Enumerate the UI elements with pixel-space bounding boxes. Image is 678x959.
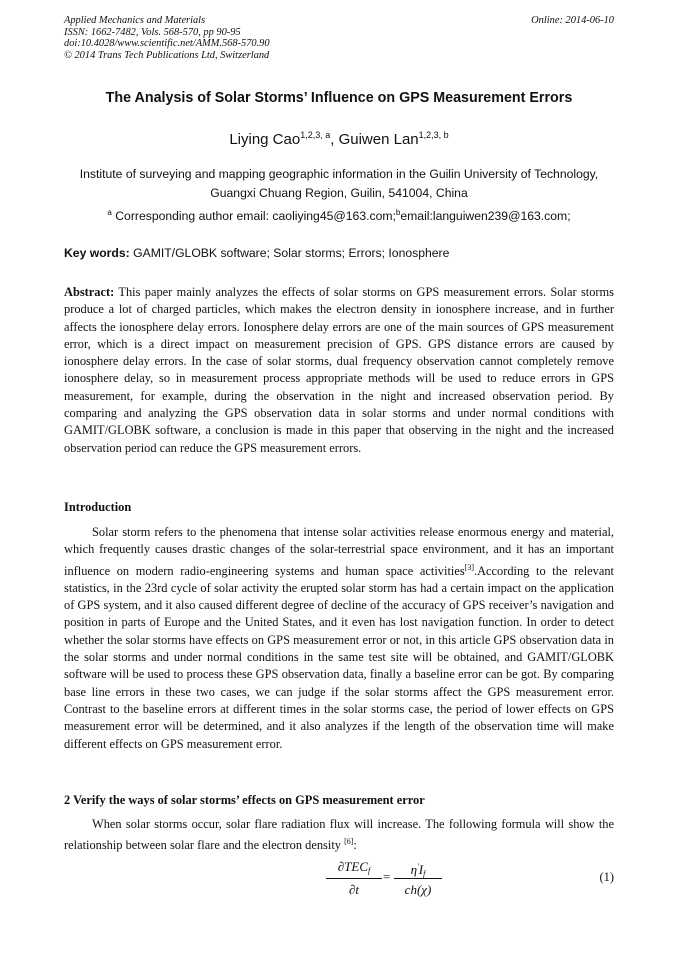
author-2-affiliation-marks: 1,2,3, b bbox=[418, 130, 449, 140]
abstract-label: Abstract: bbox=[64, 285, 115, 299]
affiliation-line-1: Institute of surveying and mapping geographic information in the Guilin University of Technology, bbox=[79, 167, 599, 181]
paper-title: The Analysis of Solar Storms’ Influence on GPS Measurement Errors bbox=[105, 90, 573, 106]
intro-text-part-1: Solar storm refers to the phenomena that intense solar activities release enormous energy and material, which frequently causes drastic changes of the solar-terrestrial space environment, and it has an important influence on modern radio-engineering systems and human space activities bbox=[64, 525, 614, 578]
equation-rhs-numerator: $\eta'I_f$ bbox=[410, 862, 426, 878]
author-1-affiliation-marks: 1,2,3, a bbox=[300, 130, 331, 140]
abstract bbox=[64, 284, 614, 457]
introduction-paragraph bbox=[64, 524, 614, 753]
keywords-label: Key words: bbox=[64, 246, 130, 260]
section-2-paragraph bbox=[64, 816, 614, 855]
corr-mark-b: b bbox=[395, 208, 401, 217]
keywords-text: GAMIT/GLOBK software; Solar storms; Errors; Ionosphere bbox=[129, 246, 450, 260]
intro-text-part-2: .According to the relevant statistics, in the 23rd cycle of solar activity the erupted solar storm has had a certain impact on the application of GPS system, and it also caused different degree of decline of the accuracy of GPS receiver’s navigation and position in parts of Europe and the United States, and it even has lost navigation function. In order to detect whether the solar storms have effects on GPS measurement error or not, in this article GPS observation data in the solar storms and under normal conditions in the same test site will be obtained, and GAMIT/GLOBK software will be used to process these GPS observation data, finally a baseline error can be got. By comparing base line errors in these two cases, we can judge if the solar storms affect the GPS measurement error. Contrast to the baseline errors at different times in the solar storms case, the period of lower effects on GPS measurement error will be determined, and it also analyzes if the length of the observation time will make different effects on GPS measurement error. bbox=[64, 563, 614, 751]
equation-lhs-denominator: ∂t bbox=[348, 882, 360, 897]
correspondence-line bbox=[40, 208, 638, 223]
affiliation-line-2: Guangxi Chuang Region, Guilin, 541004, China bbox=[210, 186, 468, 200]
author-1: Liying Cao bbox=[229, 131, 301, 148]
author-separator: , bbox=[330, 131, 339, 148]
equation-lhs-numerator: $\partial TEC_f$ bbox=[337, 859, 371, 875]
corr-mark-a: a bbox=[107, 208, 112, 217]
equation-number: (1) bbox=[599, 870, 614, 884]
affiliation bbox=[40, 165, 638, 203]
equation-rhs-fraction bbox=[394, 858, 442, 899]
doi-line: doi:10.4028/www.scientific.net/AMM.568-570.90 bbox=[64, 38, 270, 50]
equation-rhs-fraction-bar bbox=[394, 878, 442, 879]
journal-name: Applied Mechanics and Materials bbox=[64, 15, 206, 26]
equation-equals-sign: = bbox=[383, 869, 391, 884]
citation-6: [6] bbox=[344, 837, 354, 847]
section-2-heading: 2 Verify the ways of solar storms’ effects on GPS measurement error bbox=[64, 793, 425, 807]
abstract-text: This paper mainly analyzes the effects of solar storms on GPS measurement errors. Solar storms produce a lot of charged particles, which makes the electron density in ionosphere increase, and in further affects the ionosphere delay errors. Ionosphere delay errors are one of the main sources of GPS measurement error, which is a direct impact on measurement precision of GPS. GPS distance errors are caused by ionosphere delay errors. In the case of solar storms, dual frequency observation cannot completely remove ionosphere delay, so in measurement process appropriate methods will be used to reduce errors in GPS measurement, for example, during the observation in the night and increased observation period. By comparing and analyzing the GPS observation data in solar storms and under normal conditions with GAMIT/GLOBK software, a conclusion is made in this paper that observing in the night and the increased observation period can reduce the GPS measurement errors. bbox=[64, 285, 614, 455]
copyright-line: © 2014 Trans Tech Publications Ltd, Switzerland bbox=[64, 49, 270, 61]
section-2-colon: : bbox=[353, 838, 357, 853]
introduction-heading: Introduction bbox=[64, 500, 132, 514]
equation-lhs-fraction bbox=[326, 858, 382, 899]
section-2-text: When solar storms occur, solar flare radiation flux will increase. The following formula will show the relationship between solar flare and the electron density bbox=[64, 817, 614, 853]
equation-rhs-denominator: ch(χ) bbox=[404, 882, 432, 897]
equation-1 bbox=[320, 858, 440, 902]
equation-lhs-fraction-bar bbox=[326, 878, 382, 879]
journal-header bbox=[64, 15, 270, 61]
citation-3: [3] bbox=[464, 562, 474, 572]
online-date: Online: 2014-06-10 bbox=[531, 15, 614, 26]
author-line bbox=[40, 130, 638, 148]
corr-email-a: Corresponding author email: caoliying45@163.com; bbox=[111, 209, 396, 223]
author-2: Guiwen Lan bbox=[338, 131, 419, 148]
corr-email-b: email:languiwen239@163.com; bbox=[400, 209, 571, 223]
keywords bbox=[64, 246, 449, 260]
issn-line: ISSN: 1662-7482, Vols. 568-570, pp 90-95 bbox=[64, 26, 241, 38]
